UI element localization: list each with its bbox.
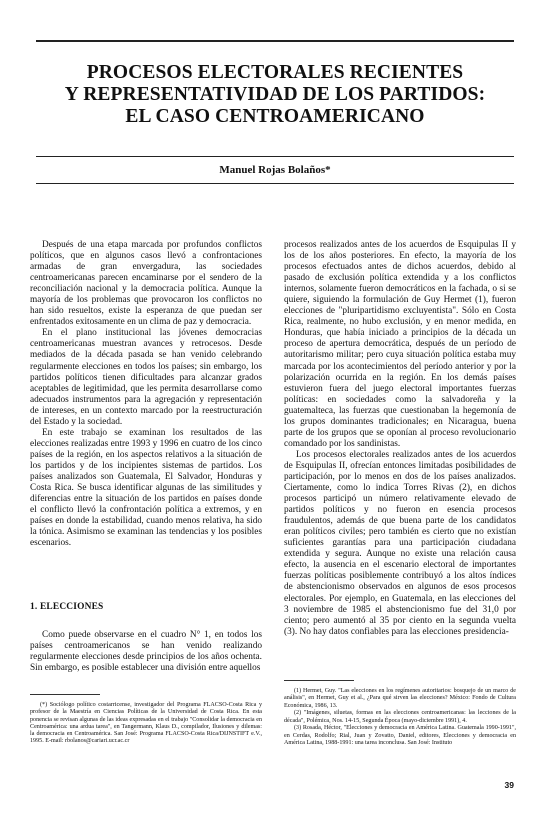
paragraph: procesos realizados antes de los acuerdos de Esquipulas II y los de los años posteriores. En efecto, la mayoría de los procesos efectuados antes de dichos acuerdos, debido al pasado de exclusión política extendida y a los conflictos internos, solamente fueron democráticos en la fachada, o si se quiere, siguiendo la formulación de Guy Hermet (1), fueron elecciones de "pluripartidismo excluyentista". Sólo en Costa Rica, realmente, no hubo exclusión, y en menor medida, en Honduras, que había iniciado a principios de la década un proceso de apertura democrática, después de un período de autoritarismo militar; pero cuya situación política estaba muy marcada por los acontecimientos del período anterior y por la polarización ocurrida en la región. En los demás países estuvieron fuera del juego electoral importantes fuerzas políticas: en sociedades como la salvadoreña y la guatemalteca, las fuerzas que cuestionaban la hegemonía de los grupos dominantes tradicionales; en Nicaragua, buena parte de los grupos que se oponían al proceso revolucionario comandado por los sandinistas. [284, 240, 516, 449]
title-rule [36, 156, 514, 157]
top-rule [36, 40, 514, 42]
title-line-1: PROCESOS ELECTORALES RECIENTES [86, 62, 464, 83]
footnote-item: (3) Rosada, Héctor, "Elecciones y democracia en América Latina. Guatemala 1990-1991", en Cerdas, Rodolfo; Rial, Juan y Zovatto, Daniel, editores, Elecciones y democracia en América Latina, 1988-1991: una tarea inconclusa. San José: Instituto [284, 725, 516, 747]
footnote-author [30, 702, 262, 746]
author-rule [36, 183, 514, 184]
title-line-3: EL CASO CENTROAMERICANO [125, 106, 425, 127]
section-body [30, 630, 262, 674]
left-column [30, 240, 262, 549]
right-column [284, 240, 516, 638]
section-heading: 1. ELECCIONES [30, 602, 104, 612]
footnote-item: (2) "Imágenes, siluetas, formas en las elecciones centroamericanas: las lecciones de la década", Polémica, Nos. 14-15, Segunda Época (mayo-diciembre 1991), 4. [284, 710, 516, 724]
footnote-text: (*) Sociólogo político costarricense, investigador del Programa FLACSO-Costa Rica y profesor de la Maestría en Ciencias Políticas de la Universidad de Costa Rica. En esta ponencia se revisan algunas de las ideas expresadas en el trabajo "Consolidar la democracia en Centroamérica: una ardua tarea", en Tangermann, Klaus D., compilador, Ilusiones y dilemas: la democracia en Centroamérica. San José: Programa FLACSO-Costa Rica/DIJNSTIFT e.V., 1995. E-mail: rbolanos@cariari.ucr.ac.cr [30, 702, 262, 745]
paragraph: En el plano institucional las jóvenes democracias centroamericanas muestran avances y retrocesos. Desde mediados de la década pasada se han venido celebrando regularmente elecciones en todos los países; sin embargo, los partidos políticos tienen dificultades para alcanzar grados aceptables de legitimidad, que les permita desarrollarse como adecuados instrumentos para la agregación y representación de intereses, en un contexto marcado por la reestructuración del Estado y la sociedad. [30, 328, 262, 427]
paragraph: Después de una etapa marcada por profundos conflictos políticos, que en algunos casos llevó a confrontaciones armadas de gran envergadura, las sociedades centroamericanas parecen encaminarse por el sendero de la reconciliación nacional y la democracia política. Aunque la mayoría de los problemas que provocaron los conflictos no han sido resueltos, existe la esperanza de que puedan ser enfrentados exitosamente en un clima de paz y democracia. [30, 240, 262, 328]
paragraph: En este trabajo se examinan los resultados de las elecciones realizadas entre 1993 y 1996 en cuatro de los cinco países de la región, en los aspectos relativos a la situación de los partidos y de los incipientes sistemas de partidos. Los países analizados son Guatemala, El Salvador, Honduras y Costa Rica. Se busca identificar algunas de las similitudes y diferencias entre la situación de los partidos en países donde el conflicto llevó la confrontación política a extremos, y en países en donde la estabilidad, cuando menos relativa, ha sido la tónica. Asimismo se examinan las tendencias y los posibles escenarios. [30, 427, 262, 549]
footnote-rule-right [284, 680, 354, 681]
footnote-item: (1) Hermet, Guy. "Las elecciones en los regímenes autoritarios: bosquejo de un marco de análisis", en Hermet, Guy et al., ¿Para qué sirven las elecciones? México: Fondo de Cultura Económica, 1986, 13. [284, 688, 516, 709]
footnotes-list [284, 688, 516, 748]
author-name: Manuel Rojas Bolaños* [219, 164, 331, 176]
page-number: 39 [504, 780, 514, 790]
title-line-2: Y REPRESENTATIVIDAD DE LOS PARTIDOS: [64, 84, 486, 105]
paragraph: Los procesos electorales realizados antes de los acuerdos de Esquipulas II, ofrecían entonces limitadas posibilidades de participación, por lo menos en dos de los países analizados. Ciertamente, como lo indica Torres Rivas (2), en dichos procesos participó un número relativamente elevado de partidos políticos y no fueron en esencia procesos fraudulentos, además de que buena parte de los candidatos eran políticos civiles; pero también es cierto que no existían suficientes garantías para una participación ciudadana extendida y segura. Aunque no existe una relación causa efecto, la ausencia en el escenario electoral de importantes fuerzas políticas posiblemente contribuyó a los altos índices de abstencionismo observados en algunos de esos procesos electorales. Por ejemplo, en Guatemala, en las elecciones del 3 noviembre de 1985 el abstencionismo fue del 31,0 por ciento; pero aumentó al 35 por ciento en la segunda vuelta (3). No hay datos confiables para las elecciones presidencia- [284, 449, 516, 637]
paragraph: Como puede observarse en el cuadro N° 1, en todos los países centroamericanos se han venido realizando regularmente elecciones desde principios de los años ochenta. Sin embargo, es posible establecer una división entre aquellos [30, 630, 262, 674]
article-title [36, 62, 514, 128]
footnote-rule-left [30, 694, 100, 695]
